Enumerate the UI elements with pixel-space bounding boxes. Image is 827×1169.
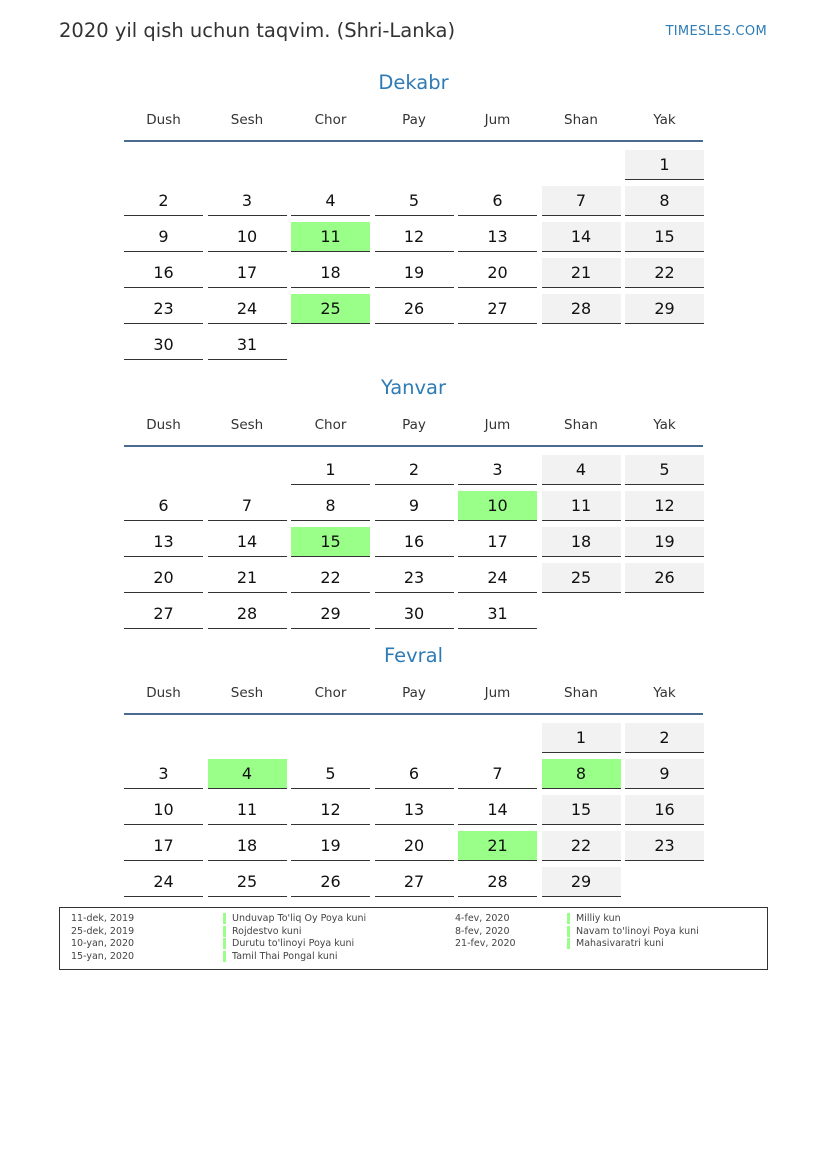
weekday-label: Shan (564, 685, 598, 701)
legend-holiday-name: Tamil Thai Pongal kuni (223, 951, 338, 962)
weekday-label: Sesh (230, 685, 264, 701)
day-cell: 6 (124, 491, 203, 521)
legend-holiday-name: Navam to'linoyi Poya kuni (567, 926, 699, 937)
day-cell: 13 (124, 527, 203, 557)
day-cell: 5 (625, 455, 704, 485)
weekday-label: Sesh (230, 417, 264, 433)
day-cell: 23 (124, 294, 203, 324)
header-rule (124, 445, 703, 447)
legend-date: 11-dek, 2019 (71, 913, 135, 924)
month-name: Fevral (383, 644, 444, 667)
day-cell: 23 (375, 563, 454, 593)
month-dekabr (124, 70, 703, 354)
day-cell: 19 (375, 258, 454, 288)
day-cell: 6 (375, 759, 454, 789)
legend-date: 10-yan, 2020 (71, 938, 135, 950)
month-yanvar (124, 375, 703, 623)
weekday-label: Jum (484, 112, 511, 128)
day-cell: 24 (124, 867, 203, 897)
legend-date: 15-yan, 2020 (71, 951, 135, 963)
day-cell: 16 (124, 258, 203, 288)
day-cell: 5 (291, 759, 370, 789)
day-cell: 31 (208, 330, 287, 360)
day-cell: 18 (542, 527, 621, 557)
day-cell: 17 (124, 831, 203, 861)
weekday-header (124, 669, 703, 715)
weekday-label: Jum (484, 417, 511, 433)
day-cell: 12 (375, 222, 454, 252)
day-cell: 27 (124, 599, 203, 629)
holiday-day-cell: 11 (291, 222, 370, 252)
day-cell: 2 (375, 455, 454, 485)
day-cell: 26 (375, 294, 454, 324)
day-cell: 1 (625, 150, 704, 180)
day-cell: 7 (208, 491, 287, 521)
day-cell: 22 (625, 258, 704, 288)
legend-date: 25-dek, 2019 (71, 925, 135, 937)
day-cell: 22 (291, 563, 370, 593)
day-cell: 29 (542, 867, 621, 897)
day-cell: 14 (542, 222, 621, 252)
weekday-label: Yak (653, 685, 676, 701)
day-cell: 20 (124, 563, 203, 593)
weekday-label: Shan (564, 112, 598, 128)
weekday-label: Shan (564, 417, 598, 433)
day-cell: 19 (625, 527, 704, 557)
day-cell: 12 (291, 795, 370, 825)
day-cell: 28 (458, 867, 537, 897)
day-cell: 25 (208, 867, 287, 897)
day-cell: 2 (124, 186, 203, 216)
day-cell: 17 (208, 258, 287, 288)
day-cell: 7 (542, 186, 621, 216)
holiday-day-cell: 4 (208, 759, 287, 789)
weekday-label: Dush (146, 685, 181, 701)
day-cell: 12 (625, 491, 704, 521)
holiday-day-cell: 21 (458, 831, 537, 861)
legend-holiday-name: Rojdestvo kuni (223, 926, 302, 937)
holiday-day-cell: 15 (291, 527, 370, 557)
day-cell: 10 (208, 222, 287, 252)
day-cell: 23 (625, 831, 704, 861)
day-cell: 13 (458, 222, 537, 252)
day-cell: 14 (458, 795, 537, 825)
legend-date: 4-fev, 2020 (455, 913, 510, 924)
day-cell: 22 (542, 831, 621, 861)
weekday-label: Pay (402, 685, 426, 701)
day-cell: 10 (124, 795, 203, 825)
day-cell: 31 (458, 599, 537, 629)
month-name: Yanvar (380, 376, 447, 399)
weekday-label: Jum (484, 685, 511, 701)
day-cell: 28 (208, 599, 287, 629)
day-cell: 11 (208, 795, 287, 825)
day-cell: 27 (458, 294, 537, 324)
weekday-label: Chor (314, 112, 347, 128)
legend-date: 8-fev, 2020 (455, 925, 510, 937)
day-cell: 19 (291, 831, 370, 861)
holiday-day-cell: 8 (542, 759, 621, 789)
day-cell: 8 (291, 491, 370, 521)
header-rule (124, 713, 703, 715)
weekday-label: Sesh (230, 112, 264, 128)
weekday-label: Yak (653, 417, 676, 433)
weekday-label: Pay (402, 417, 426, 433)
legend-holiday-name: Durutu to'linoyi Poya kuni (223, 938, 354, 949)
day-cell: 9 (124, 222, 203, 252)
day-cell: 24 (458, 563, 537, 593)
day-cell: 6 (458, 186, 537, 216)
weekday-label: Chor (314, 417, 347, 433)
day-cell: 3 (124, 759, 203, 789)
day-cell: 4 (291, 186, 370, 216)
weekday-header (124, 96, 703, 142)
header-rule (124, 140, 703, 142)
day-cell: 16 (625, 795, 704, 825)
day-cell: 3 (458, 455, 537, 485)
day-cell: 20 (458, 258, 537, 288)
day-cell: 1 (542, 723, 621, 753)
day-cell: 15 (625, 222, 704, 252)
day-cell: 5 (375, 186, 454, 216)
day-cell: 26 (291, 867, 370, 897)
legend-holiday-name: Unduvap To'liq Oy Poya kuni (223, 913, 366, 924)
day-cell: 14 (208, 527, 287, 557)
day-cell: 26 (625, 563, 704, 593)
day-cell: 4 (542, 455, 621, 485)
holiday-legend (59, 907, 768, 970)
day-cell: 7 (458, 759, 537, 789)
legend-holiday-name: Mahasivaratri kuni (567, 938, 664, 949)
weekday-label: Yak (653, 112, 676, 128)
holiday-day-cell: 10 (458, 491, 537, 521)
day-cell: 17 (458, 527, 537, 557)
legend-holiday-name: Milliy kun (567, 913, 621, 924)
weekday-label: Dush (146, 417, 181, 433)
day-cell: 21 (542, 258, 621, 288)
day-cell: 24 (208, 294, 287, 324)
day-cell: 13 (375, 795, 454, 825)
weekday-label: Chor (314, 685, 347, 701)
day-cell: 25 (542, 563, 621, 593)
month-fevral (124, 643, 703, 891)
legend-date: 21-fev, 2020 (455, 938, 516, 950)
weekday-label: Dush (146, 112, 181, 128)
day-cell: 3 (208, 186, 287, 216)
month-name: Dekabr (378, 71, 449, 94)
day-cell: 8 (625, 186, 704, 216)
day-cell: 9 (375, 491, 454, 521)
day-cell: 15 (542, 795, 621, 825)
day-cell: 18 (291, 258, 370, 288)
day-cell: 30 (124, 330, 203, 360)
day-cell: 27 (375, 867, 454, 897)
day-cell: 1 (291, 455, 370, 485)
day-cell: 30 (375, 599, 454, 629)
brand-logo-link[interactable]: TIMESLES.COM (665, 24, 767, 39)
weekday-header (124, 401, 703, 447)
day-cell: 20 (375, 831, 454, 861)
day-cell: 9 (625, 759, 704, 789)
day-cell: 21 (208, 563, 287, 593)
weekday-label: Pay (402, 112, 426, 128)
day-cell: 29 (625, 294, 704, 324)
day-cell: 28 (542, 294, 621, 324)
page-title: 2020 yil qish uchun taqvim. (Shri-Lanka) (59, 19, 456, 42)
day-cell: 2 (625, 723, 704, 753)
holiday-day-cell: 25 (291, 294, 370, 324)
day-cell: 29 (291, 599, 370, 629)
day-cell: 16 (375, 527, 454, 557)
day-cell: 11 (542, 491, 621, 521)
day-cell: 18 (208, 831, 287, 861)
